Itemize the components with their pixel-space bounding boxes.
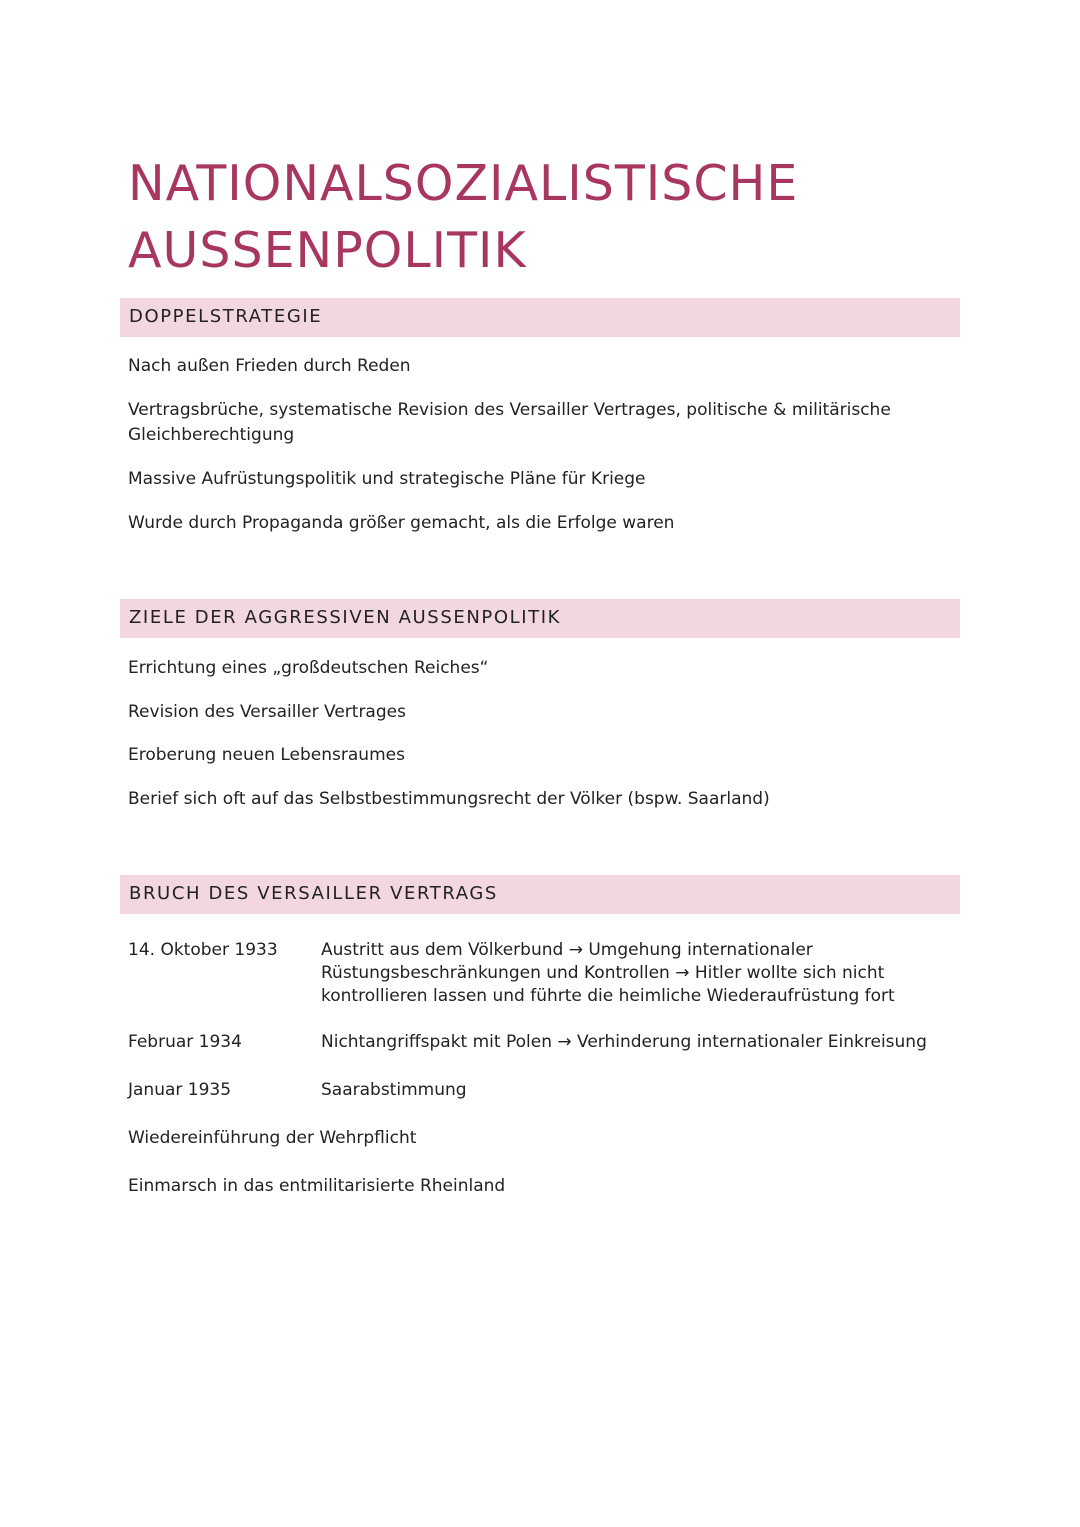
list-item: Massive Aufrüstungspolitik und strategische Pläne für Kriege	[128, 469, 646, 489]
section-heading-text: ZIELE DER AGGRESSIVEN AUSSENPOLITIK	[129, 607, 562, 628]
timeline-date: Januar 1935	[128, 1080, 232, 1100]
title-line-1: NATIONALSOZIALISTISCHE	[128, 155, 799, 212]
section-heading-ziele	[120, 599, 960, 638]
section-heading-doppelstrategie	[120, 298, 960, 337]
list-item: Berief sich oft auf das Selbstbestimmungsrecht der Völker (bspw. Saarland)	[128, 789, 770, 809]
list-item: Errichtung eines „großdeutschen Reiches“	[128, 658, 489, 678]
timeline-text: Nichtangriffspakt mit Polen → Verhinderung internationaler Einkreisung	[321, 1032, 927, 1052]
timeline-text: Austritt aus dem Völkerbund → Umgehung internationaler Rüstungsbeschränkungen und Kontrollen → Hitler wollte sich nicht kontrollieren lassen und führte die heimliche Wiederaufrüstung fort	[321, 940, 895, 1006]
timeline-date: 14. Oktober 1933	[128, 940, 278, 960]
list-item: Vertragsbrüche, systematische Revision des Versailler Vertrages, politische & militärische Gleichberechtigung	[128, 400, 891, 445]
section-heading-text: DOPPELSTRATEGIE	[129, 306, 323, 327]
title-line-2: AUSSENPOLITIK	[128, 222, 527, 279]
list-item: Einmarsch in das entmilitarisierte Rheinland	[128, 1176, 506, 1196]
timeline-text: Saarabstimmung	[321, 1080, 467, 1100]
list-item: Wiedereinführung der Wehrpflicht	[128, 1128, 417, 1148]
section-heading-text: BRUCH DES VERSAILLER VERTRAGS	[129, 883, 498, 904]
list-item: Wurde durch Propaganda größer gemacht, als die Erfolge waren	[128, 513, 675, 533]
list-item: Revision des Versailler Vertrages	[128, 702, 406, 722]
list-item: Nach außen Frieden durch Reden	[128, 356, 411, 376]
timeline-date: Februar 1934	[128, 1032, 242, 1052]
page-title	[128, 150, 798, 284]
section-heading-bruch	[120, 875, 960, 914]
list-item: Eroberung neuen Lebensraumes	[128, 745, 405, 765]
